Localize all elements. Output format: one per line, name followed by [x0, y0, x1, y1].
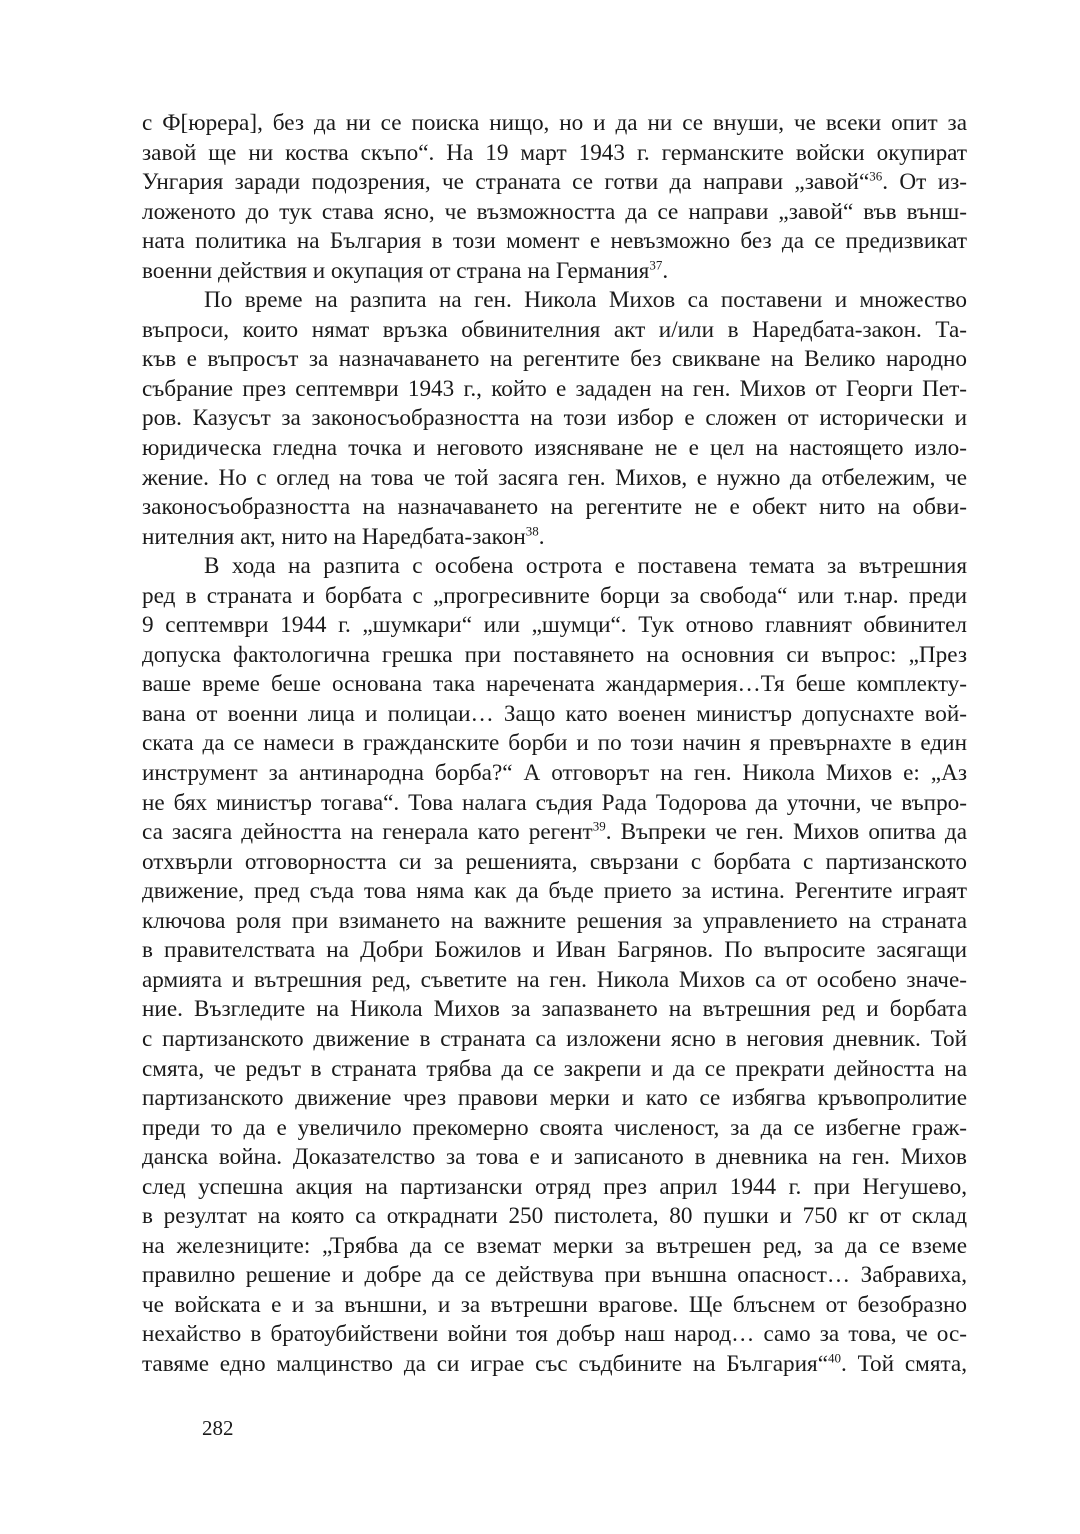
line-text: с партизанското движение в страната са изложени ясно в неговия дневник. Той: [142, 1025, 967, 1052]
text-line: [142, 434, 967, 464]
page-number: 282: [202, 1416, 234, 1440]
text-line: [142, 257, 967, 287]
text-line: [142, 789, 967, 819]
line-text-continued: .: [538, 523, 545, 550]
text-line: [142, 759, 967, 789]
line-text: жение. Но с оглед на това че той засяга ген. Михов, е нужно да отбележим, че: [142, 464, 967, 491]
line-text: след успешна акция на партизански отряд през април 1944 г. при Негушево,: [142, 1173, 967, 1200]
line-text: 9 септември 1944 г. „шумкари“ или „шумци“. Тук отново главният обвинител: [142, 612, 967, 639]
text-line: [142, 729, 967, 759]
text-line: [142, 464, 967, 494]
line-text: ваше време беше основана така наречената жандармерия…Тя беше комплекту-: [142, 671, 967, 698]
line-text: допуска фактологична грешка при поставянето на основния си въпрос: „През: [142, 641, 967, 668]
text-line: [142, 1261, 967, 1291]
text-line: [142, 877, 967, 907]
text-line: [142, 818, 967, 848]
line-text: не бях министър тогава“. Това налага съдия Рада Тодорова да уточни, че въпро-: [142, 789, 967, 816]
line-text: ред в страната и борбата с „прогресивните борци за свобода“ или т.нар. преди: [142, 582, 967, 609]
footnote-reference: 39: [592, 818, 606, 834]
text-line: [142, 1291, 967, 1321]
text-line: [142, 1350, 967, 1380]
text-line: [142, 700, 967, 730]
text-line: [142, 907, 967, 937]
line-text-continued: . Той смята,: [841, 1350, 967, 1377]
line-text: ключова роля при взимането на важните решения за управлението на страната: [142, 907, 967, 934]
document-page: [142, 109, 967, 1380]
line-text: ние. Възгледите на Никола Михов за запазването на вътрешния ред и борбата: [142, 996, 967, 1023]
line-text: в правителствата на Добри Божилов и Иван Багрянов. По въпросите засягащи: [142, 937, 967, 964]
line-text: че войската е и за външни, и за вътрешни врагове. Ще блъснем от безобразно: [142, 1291, 967, 1318]
text-line: [142, 1025, 967, 1055]
line-text-continued: . От из-: [882, 169, 967, 196]
line-text: на железниците: „Трябва да се вземат мерки за вътрешен ред, за да се вземе: [142, 1232, 967, 1259]
footnote-reference: 37: [649, 257, 663, 272]
line-text: ров. Казусът за законосъобразността на този избор е сложен от исторически и: [142, 405, 967, 432]
text-line: [142, 611, 967, 641]
text-line: [142, 375, 967, 405]
line-text: нехайство в братоубийствени войни тоя добър наш народ… само за това, че ос-: [142, 1321, 967, 1348]
text-line: [142, 1143, 967, 1173]
text-line: [142, 198, 967, 228]
line-text: Унгария заради подозрения, че страната се готви да направи „завой“: [142, 169, 870, 196]
line-text: завой ще ни коства скъпо“. На 19 март 1943 г. германските войски окупират: [142, 139, 967, 166]
text-line: [142, 523, 967, 553]
line-text: ната политика на България в този момент е невъзможно без да се предизвикат: [142, 228, 967, 255]
text-line: [142, 493, 967, 523]
line-text: нителния акт, нито на Наредбата-закон: [142, 523, 526, 550]
text-line: [142, 227, 967, 257]
text-line: [142, 316, 967, 346]
text-line: [142, 641, 967, 671]
line-text: събрание през септември 1943 г., който е зададен на ген. Михов от Георги Пет-: [142, 375, 967, 402]
line-text: военни действия и окупация от страна на Германия: [142, 257, 650, 284]
text-line: [142, 1232, 967, 1262]
text-line: [142, 936, 967, 966]
line-text: ската да се намеси в гражданските борби и по този начин я превърнахте в един: [142, 730, 967, 757]
footnote-reference: 38: [525, 522, 539, 538]
line-text: армията и вътрешния ред, съветите на ген. Никола Михов са от особено значе-: [142, 966, 967, 993]
text-line: [142, 168, 967, 198]
line-text: законосъобразността на назначаването на регентите не е обект нито на обви-: [142, 494, 967, 521]
line-text: с Ф[юрера], без да ни се поиска нищо, но и да ни се внуши, че всеки опит за: [142, 110, 967, 136]
text-line: [142, 404, 967, 434]
text-line: [142, 1173, 967, 1203]
line-text-continued: .: [662, 257, 669, 284]
line-text-continued: . Въпреки че ген. Михов опитва да: [605, 819, 967, 846]
text-line: [142, 139, 967, 169]
line-text: въпроси, които нямат връзка обвинителния акт и/или в Наредбата-закон. Та-: [142, 316, 967, 343]
line-text: къв е въпросът за назначаването на регентите без свикване на Велико народно: [142, 346, 967, 373]
text-line: [142, 966, 967, 996]
line-text: смята, че редът в страната трябва да се закрепи и да се прекрати дейността на: [142, 1055, 967, 1082]
text-line: [142, 552, 967, 582]
text-line: [142, 995, 967, 1025]
paragraph: [142, 286, 967, 552]
line-text: В хода на разпита с особена острота е поставена темата за вътрешния: [204, 553, 967, 580]
text-line: [142, 286, 967, 316]
text-line: [142, 1114, 967, 1144]
text-line: [142, 670, 967, 700]
line-text: движение, пред съда това няма как да бъде прието за истина. Регентите играят: [142, 878, 967, 905]
paragraph: [142, 109, 967, 286]
line-text: По време на разпита на ген. Никола Михов са поставени и множество: [204, 287, 967, 314]
text-line: [142, 582, 967, 612]
line-text: тавяме едно малцинство да си играе със съдбините на България“: [142, 1350, 829, 1377]
text-line: [142, 1055, 967, 1085]
line-text: данска война. Доказателство за това е и записаното в дневника на ген. Михов: [142, 1144, 967, 1171]
line-text: в резултат на която са откраднати 250 пистолета, 80 пушки и 750 кг от склад: [142, 1203, 967, 1230]
line-text: ложеното до тук става ясно, че възможността да се направи „завой“ във външ-: [142, 198, 967, 225]
line-text: отхвърли отговорността си за решенията, свързани с борбата с партизанското: [142, 848, 967, 875]
line-text: правилно решение и добре да се действува при външна опасност… Забравиха,: [142, 1262, 967, 1289]
line-text: инструмент за антинародна борба?“ А отговорът на ген. Никола Михов е: „Аз: [142, 760, 967, 787]
footnote-reference: 36: [869, 168, 883, 184]
line-text: са засяга дейността на генерала като регент: [142, 819, 593, 846]
line-text: преди то да е увеличило прекомерно своята численост, за да се избегне граж-: [142, 1114, 967, 1141]
line-text: юридическа гледна точка и неговото изясняване не е цел на настоящето изло-: [142, 435, 967, 462]
text-line: [142, 109, 967, 139]
footnote-reference: 40: [828, 1350, 842, 1366]
paragraph: [142, 552, 967, 1379]
text-line: [142, 1320, 967, 1350]
text-line: [142, 345, 967, 375]
text-line: [142, 1202, 967, 1232]
line-text: вана от военни лица и полицаи… Защо като военен министър допуснахте вой-: [142, 700, 967, 727]
line-text: партизанското движение чрез правови мерки и като се избягва кръвопролитие: [142, 1085, 967, 1112]
text-line: [142, 1084, 967, 1114]
text-line: [142, 848, 967, 878]
